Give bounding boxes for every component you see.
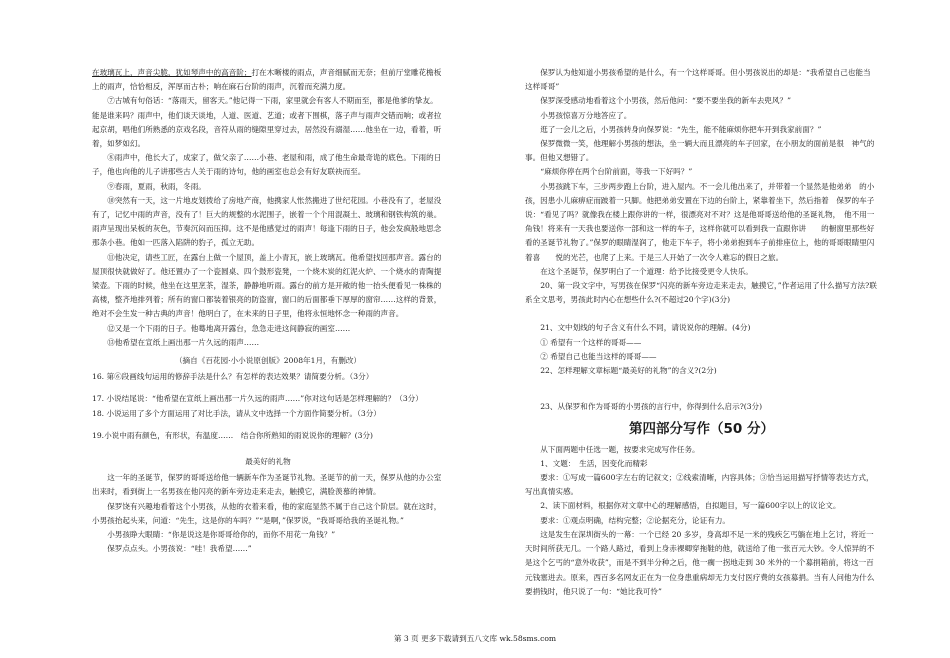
underlined-sentence: 在玻璃瓦上，声音尖脆，犹如琴声中的高音阶；: [92, 68, 252, 77]
story-paragraph-2: 保罗饶有兴趣地看着这个小男孩，从他的衣着来看，他的家庭显然不属于自己这个阶层。就在这时，小男孩抬起头来，问道：“先生，这是你的车吗？”“是啊，”保罗说，“我哥哥给我的圣诞礼物。”: [92, 501, 442, 525]
writing-requirements-1: 要求：①写成一篇600字左右的记叙文；②线索清晰，内容具体；③恰当运用描写抒情等表达方式，写出真情实感。: [525, 473, 874, 497]
question-17: 17. 小说结尾说：“他希望在宣纸上画出那一片久远的雨声……”你对这句话是怎样理解的？（3分）: [92, 394, 423, 404]
page-footer: 第 3 页 更多下载请到五八文库 wk.58sms.com: [393, 634, 557, 643]
passage-paragraph-11: ⑪他决定，请些工匠，在露台上做一个屋顶，盖上小青瓦，嵌上玻璃瓦。他希望找回那声音。露台的屋顶很快就做好了。他还置办了一个瓷圆桌、四个鼓形瓷凳，一个烧木炭的红泥火炉、一个烧水的青陶提梁壶。下雨的时候，他坐在这里烹茶，湿茶，静静地听雨。露台的前方是开敞的他一抬头便看见一株株的高楼，整齐地排列着；所有的窗口都装着银亮的防盗窗，窗口的后面都垂下厚厚的窗帘……这样的背景，绝对不会生发一种古典的声音！他明白了，在未来的日子里，他将永恒地怀念一种雨的声音。: [92, 252, 442, 319]
passage-paragraph-12: ⑫又是一个下雨的日子。他蓦地离开露台，急急走进这间静寂的画室……: [107, 323, 351, 333]
writing-topic-2: 2、读下面材料，根据你对文章中心的理解感悟，自拟题目，写一篇600字以上的议论文。: [540, 501, 841, 511]
story-paragraph-1: 这一年的圣诞节，保罗的哥哥送给他一辆新车作为圣诞节礼物。圣诞节的前一天，保罗从他的办公室出来时，看到街上一名男孩在他闪亮的新车旁边走来走去，触摸它，满脸羡慕的神情。: [92, 473, 442, 497]
passage-paragraph-9: ⑨春雨，夏雨，秋雨，冬雨。: [107, 181, 206, 191]
question-21: 21、文中划线的句子含义有什么不同，请说说你的理解。(4分): [540, 323, 751, 333]
question-22: 22、怎样理解文章标题“最美好的礼物”的含义?(2分): [540, 366, 717, 376]
story-paragraph-8: 逛了一会儿之后，小男孩转身向保罗说：“先生，能不能麻烦你把车开到我家前面？”: [540, 124, 822, 134]
question-19: 19.小说中雨有颜色，有形状，有温度…… 结合你所熟知的雨说说你的理解？(3分): [92, 430, 374, 440]
passage-paragraph-10: ⑩突然有一天，这一片地皮划拨给了房地产商，他携家人怅然搬进了世纪花园。小巷没有了，老屋没有了，记忆中雨的声音，没有了！巨大的规整的水泥围子，嵌着一个个用混凝土、玻璃和钢铁构筑的巢。雨声呈现出呆板的灰色，节奏沉闷而压抑。这不是他感觉过的雨声！每逢下雨的日子，他会发疯般地思念那条小巷。他如一匹落入陷阱的豹子，孤立无助。: [92, 195, 442, 248]
story-title: 最美好的礼物: [245, 457, 291, 467]
story-paragraph-5: 保罗认为他知道小男孩希望的是什么，有一个这样哥哥。但小男孩说出的却是：“我希望自己也能当这样哥哥”: [525, 68, 871, 92]
story-paragraph-4: 保罗点点头。小男孩说：“哇！我希望……”: [107, 544, 252, 554]
section-title: 第四部分写作（50 分）: [629, 421, 774, 438]
story-paragraph-6: 保罗深受感动地看着这个小男孩，然后他问：“要不要坐我的新车去兜风？”: [540, 96, 791, 106]
writing-material: 这是发生在深圳街头的一幕：一个已经 20 多岁，身高却不足一米的残疾乞丐躺在地上乞讨，将近一天时间所获无几。一个路人路过，看到上身赤裸卿穿拖鞋的他，就送给了他一张百元大钞。令人惊异的不是这个乞丐的“意外收获”，而是不到半分种之后，他一瘸一拐地走到 30 米外的一个募捐箱前，将这一百元钱塞进去。原来，西百多名网友正在为一位身患重病却无力支付医疗费的女孩募捐。当有人问他为什么要捐钱时，他只说了一句：“她比我可怜”: [525, 529, 875, 596]
question-18: 18. 小说运用了多个方面运用了对比手法，请从文中选择一个方面作简要分析。（3分）: [92, 408, 381, 418]
right-column: [525, 66, 878, 599]
passage-paragraph-8: ⑧雨声中，他长大了，成家了，做父亲了……小巷、老屋和雨，成了他生命最奇诡的底色。下雨的日子，他也向他的儿子讲那些古人关于雨的诗句，他的画室也总会有好友联袂而至。: [92, 153, 442, 177]
paragraph-text: 打在木晰楼的雨点，声音细腻而无奈；但前厅堂雕花檐板上的雨声，恰恰相反，浑厚而古朴；响在麻石台阶的雨声，沉着而充满力度。: [92, 68, 442, 92]
question-21-item-2: ② 希望自己也能当这样的哥哥——: [540, 351, 657, 361]
story-paragraph-11: 小男孩跳下车，三步两步跑上台阶，进入屋内。不一会儿他出来了，并带着一个显然是他弟弟 的小孩，因患小儿麻痹症而跛着一只脚。他把弟弟安置在下边的台阶上，紧靠着坐下，然后指着 保罗的车子说：“看见了吗？就像我在楼上跟你讲的一样，很漂亮对不对？这是他哥哥送给他的圣诞礼物， 他不用一角钱！将来有一天我也要送你一部和这一样的车子，这样你就可以看到我一直跟你讲 的橱窗里那些好看的圣诞节礼物了。”保罗的眼睛湿润了，他走下车子，将小弟弟抱到车子前排座位上，他的哥哥眼睛里闪着喜 悦的光芒，也爬了上来。于是三人开始了一次令人难忘的假日之旅。: [525, 181, 875, 262]
question-20: 20、第一段文字中，写男孩在保罗“闪亮的新车旁边走来走去，触摸它，”作者运用了什么描写方法?联系全文思考，男孩此时内心在想些什么?(不超过20个字)(3分): [525, 281, 877, 305]
writing-topic-1: 1、文题： 生活，因变化而精彩: [540, 458, 648, 468]
writing-requirements-2: 要求：①观点明确，结构完整；②论据充分，论证有力。: [540, 515, 731, 525]
story-paragraph-7: 小男孩惊喜万分地答应了。: [540, 110, 632, 120]
story-paragraph-10: “麻烦你停在两个台阶前面，等我一下好吗？”: [540, 167, 693, 177]
story-paragraph-9: 保罗微微一笑，他理解小男孩的想法，坐一辆大而且漂亮的车子回家，在小朋友的面前是很 神气的事。但他又想错了。: [525, 139, 875, 163]
question-16: 16. 第⑥段画线句运用的修辞手法是什么？有怎样的表达效果？请简要分析。（3分）: [92, 372, 374, 382]
story-paragraph-3: 小男孩睁大眼睛：“你是说这是你哥哥给你的，而你不用花一角钱？”: [107, 530, 336, 540]
left-column: [92, 66, 444, 557]
source-citation: （摘自《百花园·小小说原创版》2008年1月，有删改）: [174, 356, 362, 366]
writing-intro: 从下面两题中任选一题，按要求完成写作任务。: [540, 444, 700, 454]
passage-paragraph-13: ⑬他希望在宣纸上画出那一片久远的雨声……: [107, 337, 260, 347]
question-21-item-1: ① 希望有一个这样的哥哥——: [540, 337, 642, 347]
passage-paragraph-6: [92, 66, 444, 94]
story-paragraph-12: 在这个圣诞节，保罗明白了一个道理：给予比接受更令人快乐。: [540, 266, 753, 276]
passage-paragraph-7: ⑦古城有句俗话：“落雨天，留客天。”他记得一下雨，家里就会有客人不期而至，都是他爹的挚友。能是谁来吗？雨声中，他们谈天谈地，人道、医道、艺道；或者下围棋，落子声与雨声交错而响；或者拉起京胡，唱他们所熟悉的京戏名段，音符从雨的缝隙里穿过去，居然没有溺湿……他坐在一边，看着，听着，如梦如幻。: [92, 96, 442, 149]
question-23: 23、从保罗和作为哥哥的小男孩的言行中，你得到什么启示?(3分): [540, 402, 763, 412]
